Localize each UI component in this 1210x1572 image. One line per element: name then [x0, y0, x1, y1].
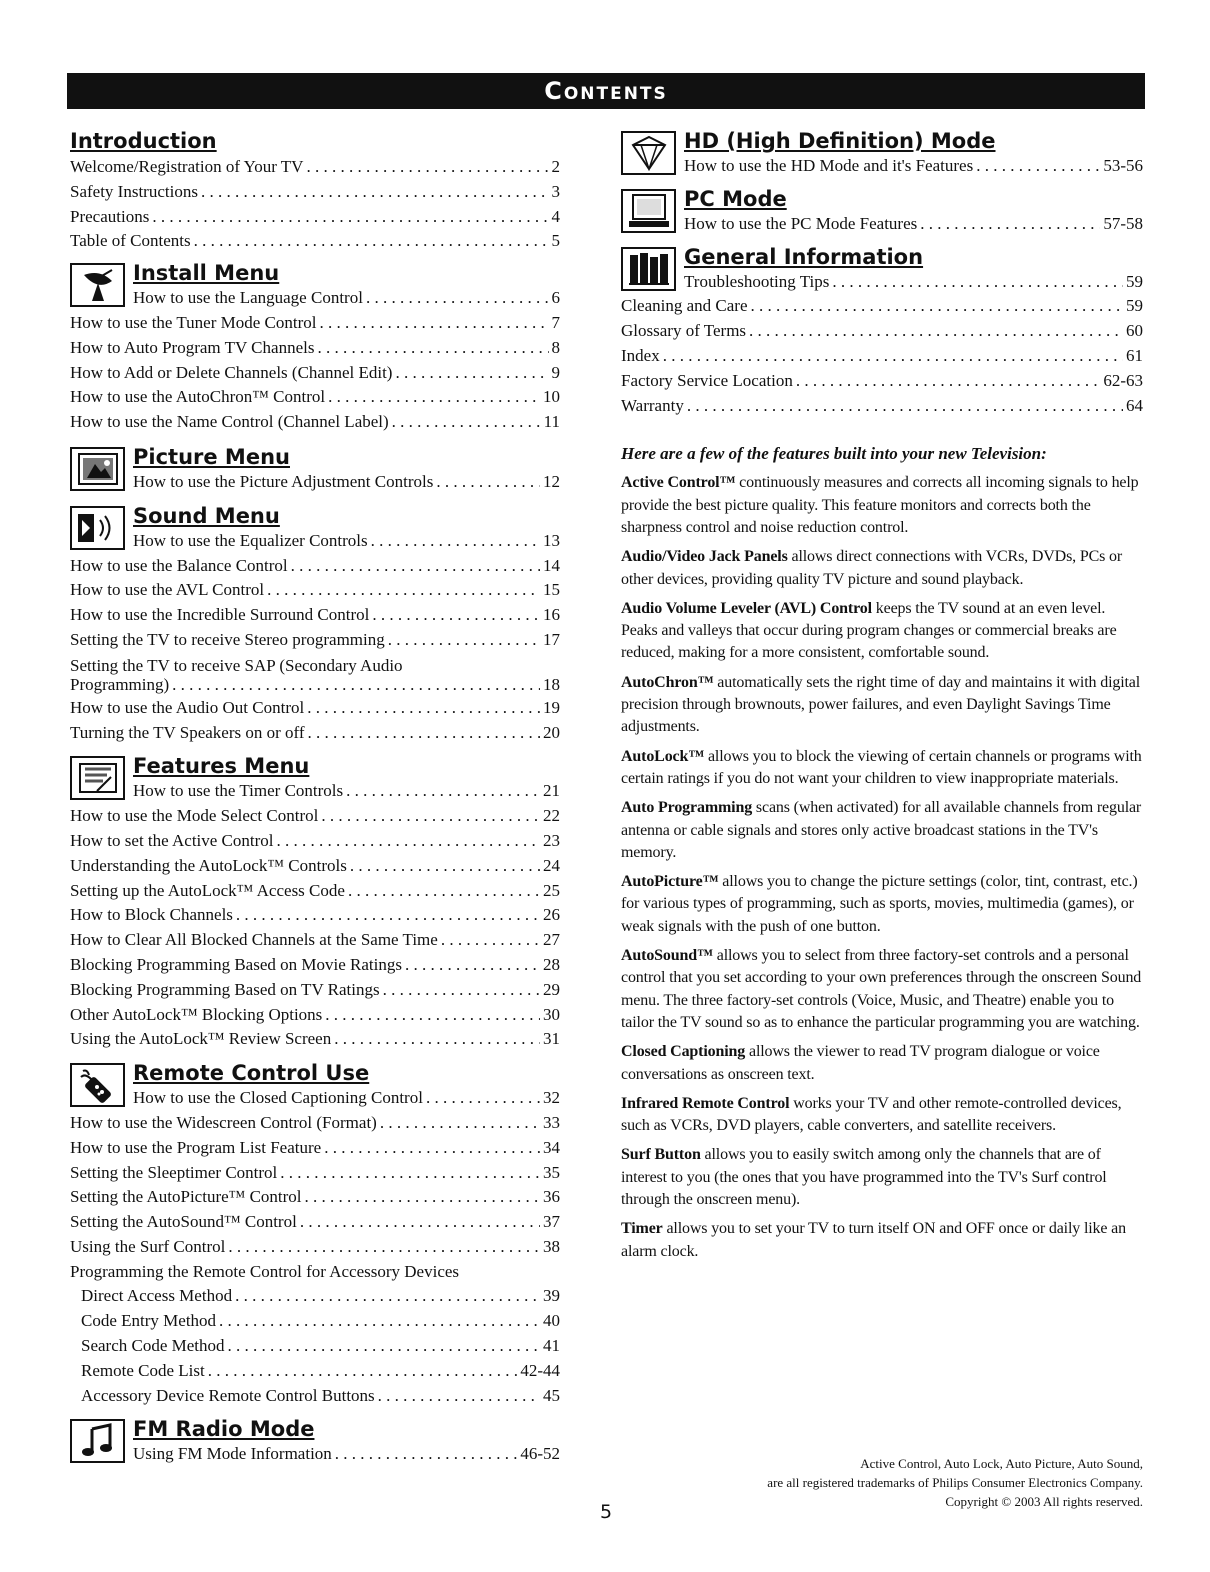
picture-menu-section: [70, 444, 560, 495]
toc-entry[interactable]: How to use the Balance Control . . . 14: [70, 554, 560, 579]
toc-entry[interactable]: Setting the AutoSound™ Control . . . 37: [70, 1210, 560, 1235]
feature-item: [621, 1218, 1143, 1263]
toc-entry[interactable]: How to use the Widescreen Control (Format) . . . 33: [70, 1111, 560, 1136]
toc-entry[interactable]: How to use the Incredible Surround Control . . . 16: [70, 603, 560, 628]
feature-item: [621, 871, 1143, 938]
toc-entry[interactable]: How to use the AVL Control . . . 15: [70, 578, 560, 603]
toc-entry[interactable]: Warranty . . . 64: [621, 394, 1143, 419]
picture-icon: [70, 447, 125, 491]
feature-text: continuously measures and corrects all incoming signals to help provide the best picture quality. This feature monitors and corrects both the sharpness control and noise reduction control.: [621, 474, 1139, 536]
toc-entry[interactable]: Setting the AutoPicture™ Control . . . 36: [70, 1185, 560, 1210]
toc-entry[interactable]: How to Add or Delete Channels (Channel Edit) . . . 9: [70, 361, 560, 386]
toc-entry[interactable]: How to Block Channels . . . 26: [70, 903, 560, 928]
pc-mode-section: [621, 186, 1143, 237]
section-title-features-menu: Features Menu: [133, 754, 310, 779]
toc-entry[interactable]: Understanding the AutoLock™ Controls . . . 24: [70, 854, 560, 879]
computer-icon: [621, 189, 676, 233]
feature-item: [621, 945, 1143, 1034]
feature-item: [621, 746, 1143, 791]
section-title-hd-mode: HD (High Definition) Mode: [684, 129, 996, 153]
sap-line-2: Programming) . . . 18: [70, 675, 560, 694]
toc-entry[interactable]: Turning the TV Speakers on or off . . . 20: [70, 721, 560, 746]
hd-mode-section: [621, 128, 1143, 179]
toc-entry[interactable]: How to use the Name Control (Channel Label) . . . 11: [70, 410, 560, 435]
section-title-fm-radio-mode: FM Radio Mode: [133, 1417, 315, 1442]
feature-term: Audio/Video Jack Panels: [621, 548, 788, 566]
toc-entry[interactable]: Factory Service Location . . . 62-63: [621, 369, 1143, 394]
feature-term: AutoSound™: [621, 947, 713, 965]
satellite-dish-icon: [70, 263, 125, 307]
right-column: [621, 128, 1143, 1270]
feature-term: AutoChron™: [621, 673, 714, 691]
toc-entry[interactable]: How to set the Active Control . . . 23: [70, 829, 560, 854]
feature-text: allows direct connections with VCRs, DVDs, PCs or other devices, providing quality TV picture and sound playback.: [621, 548, 1123, 588]
sound-menu-section: [70, 503, 560, 554]
feature-text: keeps the TV sound at an even level. Peaks and valleys that occur during program changes or commercial breaks are reduced, making for a more consistent, comfortable sound.: [621, 599, 1117, 662]
general-information-section: [621, 244, 1143, 295]
feature-item: [621, 546, 1143, 591]
feature-text: works your TV and other remote-controlled devices, such as VCRs, DVD players, cable converters, and satellite receivers.: [621, 1094, 1122, 1135]
fm-radio-section: [70, 1416, 560, 1467]
feature-item: [621, 1093, 1143, 1138]
toc-entry[interactable]: Setting the TV to receive Stereo programming . . . 17: [70, 628, 560, 653]
install-menu-section: [70, 260, 560, 311]
feature-item: [621, 1144, 1143, 1211]
toc-entry[interactable]: Blocking Programming Based on Movie Ratings . . . 28: [70, 953, 560, 978]
feature-term: AutoPicture™: [621, 873, 719, 891]
toc-entry[interactable]: How to use the HD Mode and it's Features . . . 53-56: [684, 154, 1143, 179]
toc-entry[interactable]: How to use the Mode Select Control . . . 22: [70, 804, 560, 829]
feature-term: Closed Captioning: [621, 1043, 746, 1061]
toc-entry[interactable]: Using the AutoLock™ Review Screen . . . 31: [70, 1027, 560, 1052]
feature-term: Surf Button: [621, 1146, 701, 1164]
section-title-introduction: Introduction: [70, 129, 217, 153]
toc-entry[interactable]: Precautions . . . 4: [70, 205, 560, 230]
copyright-line: Copyright © 2003 All rights reserved.: [945, 1494, 1143, 1509]
feature-item: [621, 672, 1143, 739]
toc-entry[interactable]: Cleaning and Care . . . 59: [621, 294, 1143, 319]
section-title-remote-control-use: Remote Control Use: [133, 1061, 370, 1086]
toc-entry[interactable]: Remote Code List . . . 42-44: [70, 1359, 560, 1384]
banner-title: Contents: [544, 77, 668, 105]
feature-item: [621, 1041, 1143, 1086]
toc-entry[interactable]: How to use the AutoChron™ Control . . . 10: [70, 385, 560, 410]
toc-entry[interactable]: Using FM Mode Information . . . 46-52: [133, 1442, 560, 1467]
toc-entry[interactable]: Accessory Device Remote Control Buttons . . . 45: [70, 1384, 560, 1409]
toc-entry[interactable]: Code Entry Method . . . 40: [70, 1309, 560, 1334]
feature-item: [621, 598, 1143, 665]
page-number: 5: [599, 1501, 613, 1523]
feature-term: Auto Programming: [621, 799, 753, 817]
feature-text: allows you to block the viewing of certain channels or programs with certain ratings if you do not want your children to view inappropriate materials.: [621, 747, 1142, 787]
toc-entry[interactable]: Direct Access Method . . . 39: [70, 1284, 560, 1309]
contents-banner: [67, 73, 1145, 109]
section-title-picture-menu: Picture Menu: [133, 444, 290, 469]
feature-term: Infrared Remote Control: [621, 1094, 790, 1112]
toc-entry[interactable]: How to use the Equalizer Controls . . . 13: [133, 529, 560, 554]
toc-entry[interactable]: How to use the PC Mode Features . . . 57-58: [684, 212, 1143, 237]
toc-entry[interactable]: Safety Instructions . . . 3: [70, 180, 560, 205]
feature-text: allows you to set your TV to turn itself ON and OFF once or daily like an alarm clock.: [621, 1220, 1126, 1260]
toc-entry[interactable]: How to Auto Program TV Channels . . . 8: [70, 336, 560, 361]
section-title-general-information: General Information: [684, 244, 924, 269]
feature-text: allows you to select from three factory-set controls and a personal control that you set according to your own preferences through the onscreen Sound menu. The three factory-set controls (Voice, Music, and Theatre) enable you to tailor the TV sound so as to enhance the particular programming you are watching.: [621, 947, 1142, 1031]
toc-entry[interactable]: How to use the Timer Controls . . . 21: [133, 779, 560, 804]
trademark-notice: [621, 1454, 1143, 1511]
features-heading: Here are a few of the features built into your new Television:: [621, 444, 1047, 464]
remote-control-section: [70, 1060, 560, 1111]
toc-entry[interactable]: Troubleshooting Tips . . . 59: [684, 270, 1143, 295]
toc-entry[interactable]: How to use the Language Control . . . 6: [133, 286, 560, 311]
toc-entry[interactable]: Welcome/Registration of Your TV . . . 2: [70, 155, 560, 180]
introduction-list: [70, 155, 560, 254]
feature-text: allows the viewer to read TV program dialogue or voice conversations as onscreen text.: [621, 1043, 1100, 1083]
books-icon: [621, 247, 676, 291]
speaker-icon: [70, 506, 125, 550]
toc-entry[interactable]: Setting the Sleeptimer Control . . . 35: [70, 1161, 560, 1186]
music-note-icon: [70, 1419, 125, 1463]
feature-text: automatically sets the right time of day and maintains it with digital precision through brownouts, power failures, and even Daylight Savings Time adjustments.: [621, 673, 1141, 736]
features-menu-section: [70, 753, 560, 804]
toc-entry[interactable]: How to Clear All Blocked Channels at the Same Time . . . 27: [70, 928, 560, 953]
feature-text: allows you to easily switch among only the channels that are of interest to you (the ones that you have programmed into the TV's Surf control through the onscreen menu).: [621, 1146, 1107, 1208]
section-title-install-menu: Install Menu: [133, 261, 280, 286]
toc-entry[interactable]: How to use the Closed Captioning Control . . . 32: [133, 1086, 560, 1111]
feature-text: allows you to change the picture settings (color, tint, contrast, etc.) for various types of programming, such as sports, movies, multimedia (games), or weak signals with the push of one button.: [621, 873, 1138, 935]
toc-entry[interactable]: Setting up the AutoLock™ Access Code . . . 25: [70, 879, 560, 904]
section-title-pc-mode: PC Mode: [684, 186, 787, 211]
toc-entry[interactable]: Using the Surf Control . . . 38: [70, 1235, 560, 1260]
accessory-heading: Programming the Remote Control for Accessory Devices: [70, 1261, 460, 1281]
toc-entry[interactable]: How to use the Picture Adjustment Controls . . . 12: [133, 470, 560, 495]
toc-entry[interactable]: Table of Contents . . . 5: [70, 229, 560, 254]
toc-entry[interactable]: Glossary of Terms . . . 60: [621, 319, 1143, 344]
trademark-line-1: Active Control, Auto Lock, Auto Picture, Auto Sound,: [860, 1456, 1143, 1471]
feature-term: Audio Volume Leveler (AVL) Control: [621, 599, 872, 617]
hd-emblem-icon: [621, 131, 676, 175]
sap-line-1: Setting the TV to receive SAP (Secondary Audio: [70, 655, 403, 675]
toc-entry-sap[interactable]: [70, 656, 560, 694]
features-icon: [70, 756, 125, 800]
feature-term: Active Control™: [621, 474, 736, 492]
feature-term: Timer: [621, 1220, 663, 1238]
toc-entry[interactable]: Index . . . 61: [621, 344, 1143, 369]
trademark-line-2: are all registered trademarks of Philips Consumer Electronics Company.: [767, 1475, 1143, 1490]
feature-item: [621, 472, 1143, 539]
feature-term: AutoLock™: [621, 747, 705, 765]
remote-control-icon: [70, 1063, 125, 1107]
feature-item: [621, 797, 1143, 864]
feature-text: scans (when activated) for all available channels from regular antenna or cable signals and stores only active broadcast stations in the TV's memory.: [621, 799, 1142, 861]
toc-entry[interactable]: Other AutoLock™ Blocking Options . . . 30: [70, 1003, 560, 1028]
left-column: [70, 128, 560, 1467]
toc-entry[interactable]: How to use the Program List Feature . . . 34: [70, 1136, 560, 1161]
toc-entry[interactable]: Blocking Programming Based on TV Ratings . . . 29: [70, 978, 560, 1003]
toc-entry[interactable]: Search Code Method . . . 41: [70, 1334, 560, 1359]
section-title-sound-menu: Sound Menu: [133, 503, 280, 528]
toc-entry[interactable]: How to use the Tuner Mode Control . . . 7: [70, 311, 560, 336]
toc-entry[interactable]: How to use the Audio Out Control . . . 19: [70, 696, 560, 721]
